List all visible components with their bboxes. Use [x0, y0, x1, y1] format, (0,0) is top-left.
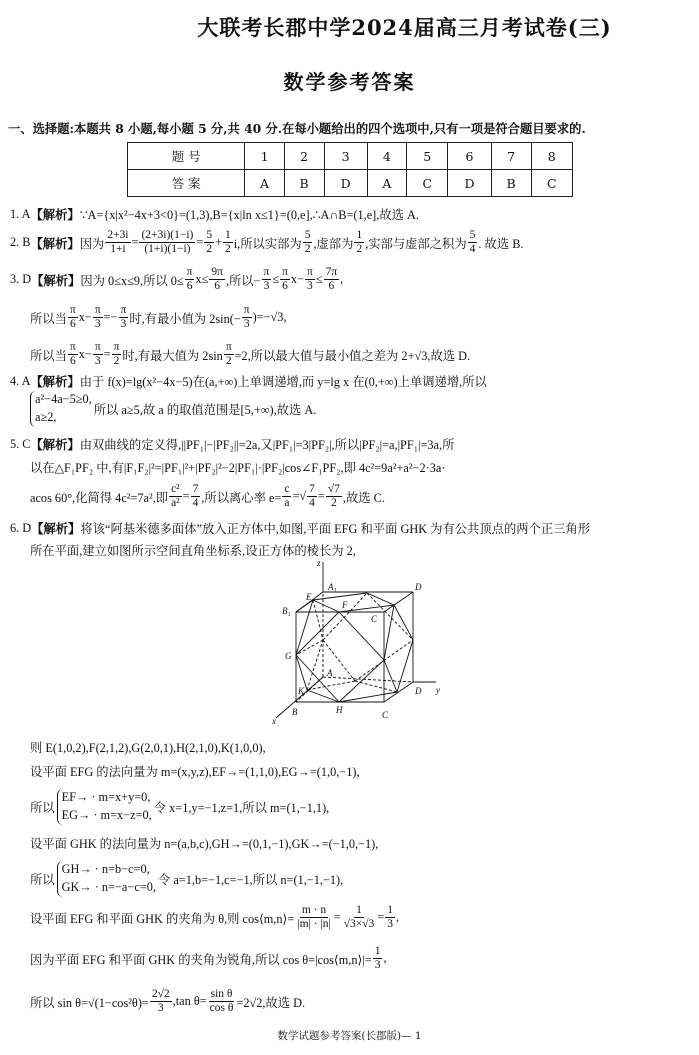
text-run: ,所以离心率 e= — [201, 490, 282, 505]
edge — [307, 690, 339, 702]
numerator: 1 — [373, 945, 383, 959]
system-row: GK→ · n=−a−c=0, — [61, 879, 156, 894]
system-row: GH→ · n=b−c=0, — [61, 862, 150, 876]
text-run: ,实部与虚部之积为 — [365, 236, 467, 251]
numerator: π — [93, 304, 103, 318]
text-run: x− — [78, 310, 92, 325]
equation-system — [57, 861, 156, 897]
denominator: (1+i)(1−i) — [144, 243, 191, 256]
analysis-tag: 【解析】 — [30, 375, 80, 389]
row-header: 答 案 — [128, 170, 245, 197]
numerator: 2+3i — [105, 229, 130, 243]
denominator: 3 — [243, 318, 250, 331]
text-run: = — [131, 235, 139, 250]
analysis-tag: 【解析】 — [30, 236, 80, 251]
answer-cell: D — [448, 170, 491, 197]
page-footer: 数学试题参考答案(长郡版)— 1 — [277, 1030, 422, 1042]
denominator: 3 — [263, 280, 270, 293]
text-run: )=−√3, — [252, 310, 287, 325]
equation-system — [57, 789, 152, 825]
figure-label: C — [371, 614, 378, 624]
edge — [394, 605, 413, 640]
figure-label: D — [415, 582, 422, 592]
text-run: ,故选 C. — [342, 490, 385, 505]
text-run: 4. A — [10, 373, 31, 388]
denominator: 3 — [120, 318, 127, 331]
fraction — [68, 304, 78, 331]
denominator: 4 — [469, 243, 476, 256]
text-run: x− — [78, 347, 92, 362]
text-run: = — [182, 489, 190, 504]
fraction — [385, 904, 395, 931]
denominator: 2 — [304, 243, 311, 256]
answer-cell: A — [367, 170, 406, 197]
fraction — [139, 229, 195, 256]
text-run: = — [333, 910, 341, 925]
numerator: c — [282, 483, 291, 497]
solution-line — [30, 945, 387, 972]
numerator: 1 — [354, 904, 364, 918]
solution-line — [10, 372, 487, 390]
figure-label: E — [306, 592, 312, 602]
fraction — [93, 304, 103, 331]
system-row: a²−4a−5≥0, — [35, 392, 92, 406]
denominator: √3×√3 — [343, 918, 375, 931]
denominator: 3 — [94, 355, 101, 368]
text-run: 5. C — [10, 436, 31, 451]
numerator: 5 — [468, 229, 478, 243]
figure-label: F — [342, 600, 348, 610]
numerator: 5 — [303, 229, 313, 243]
solution-line — [30, 738, 266, 756]
solution-line — [28, 391, 316, 427]
text-run: ≤ — [315, 272, 323, 287]
answer-cell: D — [324, 170, 367, 197]
denominator: cos θ — [209, 1002, 234, 1015]
question-number: 7 — [491, 143, 531, 170]
fraction — [354, 229, 364, 256]
text-run: = — [103, 347, 111, 362]
numerator: 5 — [204, 229, 214, 243]
fraction — [303, 229, 313, 256]
text-run: + — [215, 235, 222, 250]
numerator: π — [93, 341, 103, 355]
numerator: π — [224, 341, 234, 355]
numerator: 1 — [385, 904, 395, 918]
text-run: 因为 — [79, 236, 105, 251]
solution-line — [30, 988, 305, 1015]
fraction — [105, 229, 130, 256]
figure-label: C — [382, 710, 389, 720]
fraction — [262, 266, 272, 293]
text-run: =2,所以最大值与最小值之差为 2+√3,故选 D. — [234, 348, 471, 363]
figure-label: B — [292, 707, 298, 717]
text-run: 6. D — [10, 520, 32, 535]
fraction — [112, 341, 122, 368]
solution-line — [10, 266, 343, 293]
fraction — [209, 266, 225, 293]
figure-label: G — [285, 651, 292, 661]
edge — [276, 677, 323, 718]
numerator: 1 — [354, 229, 364, 243]
text-run: 设平面 EFG 和平面 GHK 的夹角为 θ,则 cos⟨m,n⟩= — [30, 911, 295, 926]
numerator: π — [242, 304, 252, 318]
fraction — [280, 266, 290, 293]
fraction — [468, 229, 478, 256]
text-run: ≤ — [272, 272, 280, 287]
answer-table — [127, 142, 573, 197]
answer-cell: A — [245, 170, 284, 197]
fraction — [68, 341, 78, 368]
figure-label: A — [327, 668, 333, 678]
denominator: 4 — [309, 497, 315, 510]
text-run: = — [196, 235, 204, 250]
denominator: 3 — [94, 318, 101, 331]
denominator: 6 — [328, 280, 335, 293]
text-run: 设平面 EFG 的法向量为 m=(x,y,z),EF→=(1,1,0),EG→=(1,0,−1), — [30, 765, 360, 779]
denominator: 2 — [225, 243, 231, 256]
solution-line — [30, 304, 287, 331]
numerator: 1 — [223, 229, 233, 243]
figure-label: y — [436, 685, 440, 695]
numerator: π — [68, 341, 78, 355]
solution-line — [10, 435, 454, 453]
numerator: π — [280, 266, 290, 280]
analysis-tag: 【解析】 — [31, 273, 81, 288]
numerator: π — [262, 266, 272, 280]
numerator: π — [112, 341, 122, 355]
question-number: 3 — [324, 143, 367, 170]
numerator: m · n — [300, 904, 328, 918]
denominator: 3 — [307, 280, 313, 293]
figure-label: z — [317, 558, 321, 568]
text-run: 则 E(1,0,2),F(2,1,2),G(2,0,1),H(2,1,0),K(1,0,0), — [30, 741, 266, 755]
equation-system — [30, 391, 92, 427]
denominator: a — [284, 497, 290, 510]
cube-figure — [268, 556, 448, 728]
system-row: EF→ · m=x+y=0, — [61, 790, 151, 804]
answer-cell: C — [531, 170, 572, 197]
fraction — [324, 266, 340, 293]
numerator: π — [119, 304, 129, 318]
text-run: ∵A={x|x²−4x+3<0}=(1,3),B={x|ln x≤1}=(0,e],∴A∩B=(1,e],故选 A. — [79, 208, 419, 222]
figure-label: H — [336, 705, 343, 715]
row-header: 题 号 — [128, 143, 245, 170]
text-run: 由于 f(x)=lg(x²−4x−5)在(a,+∞)上单调递增,而 y=lg x 在(0,+∞)上单调递增,所以 — [79, 375, 487, 389]
figure-label: K — [298, 686, 305, 696]
text-run: 所以 — [30, 872, 55, 887]
text-run: = — [377, 910, 385, 925]
fraction — [326, 483, 342, 510]
text-run: acos 60°,化简得 4c²=7a²,即 — [30, 490, 169, 505]
denominator: 2 — [206, 243, 213, 256]
denominator: 2 — [225, 355, 232, 368]
text-run: 设平面 GHK 的法向量为 n=(a,b,c),GH→=(0,1,−1),GK→=(−1,0,−1), — [30, 837, 379, 851]
analysis-tag: 【解析】 — [30, 438, 80, 452]
text-run: , — [383, 951, 387, 966]
denominator: 6 — [69, 318, 76, 331]
denominator: 3 — [157, 1002, 164, 1015]
table-row — [128, 143, 573, 170]
denominator: |m| · |n| — [297, 918, 331, 931]
text-run: 时,有最小值为 2sin(− — [129, 311, 241, 326]
answer-cell: C — [407, 170, 448, 197]
numerator: π — [68, 304, 78, 318]
numerator: sin θ — [209, 988, 235, 1002]
edge — [367, 593, 394, 605]
text-run: 1. A — [10, 206, 31, 221]
fraction — [242, 304, 252, 331]
text-run: ,虚部为 — [313, 236, 354, 251]
numerator: 7 — [191, 483, 201, 497]
document-title: 大联考长郡中学2024届高三月考试卷(三) — [197, 15, 612, 40]
fraction — [307, 483, 317, 510]
fraction — [185, 266, 195, 293]
fraction — [342, 904, 377, 931]
text-run: =− — [103, 310, 118, 325]
numerator: π — [305, 266, 315, 280]
text-run: 所以 — [30, 800, 55, 815]
text-run: 所以 sin θ=√(1−cos²θ)= — [30, 995, 149, 1010]
fraction — [93, 341, 103, 368]
text-run: ,tan θ= — [172, 994, 207, 1009]
text-run: x≤ — [195, 272, 209, 287]
text-run: 因为 0≤x≤9,所以 0≤ — [80, 273, 184, 288]
edge — [339, 612, 384, 660]
analysis-tag: 【解析】 — [30, 208, 80, 222]
text-run: 因为平面 EFG 和平面 GHK 的夹角为锐角,所以 cos θ=|cos⟨m,n⟩|= — [30, 952, 372, 967]
denominator: 6 — [282, 280, 288, 293]
numerator: c² — [169, 483, 182, 497]
question-number: 4 — [367, 143, 406, 170]
denominator: 6 — [69, 355, 76, 368]
text-run: i,所以实部为 — [233, 236, 302, 251]
denominator: 1+i — [110, 243, 126, 256]
fraction — [295, 904, 332, 931]
fraction — [223, 229, 233, 256]
solution-line — [30, 483, 385, 510]
system-row: a≥2, — [35, 409, 57, 424]
fraction — [224, 341, 234, 368]
text-run: 将该“阿基米德多面体”放入正方体中,如图,平面 EFG 和平面 GHK 为有公共顶点的两个正三角形 — [80, 522, 591, 536]
analysis-tag: 【解析】 — [31, 522, 81, 536]
table-row — [128, 170, 573, 197]
edge — [313, 593, 367, 600]
denominator: 2 — [356, 243, 363, 256]
fraction — [150, 988, 172, 1015]
text-run: 2. B — [10, 235, 31, 250]
fraction — [191, 483, 201, 510]
numerator: √7 — [326, 483, 342, 497]
solution-line — [30, 861, 343, 897]
hidden-edge — [313, 600, 323, 640]
fraction — [208, 988, 236, 1015]
text-run: , — [395, 910, 400, 925]
solution-line — [30, 904, 399, 931]
text-run: 3. D — [10, 272, 32, 287]
text-run: 由双曲线的定义得,||PF₁|−|PF₂||=2a,又|PF₁|=3|PF₂|,所以|PF₂|=a,|PF₁|=3a,所 — [79, 438, 455, 452]
edge — [384, 605, 394, 660]
text-run: 时,有最大值为 2sin — [122, 348, 223, 363]
text-run: =√ — [292, 489, 307, 504]
figure-label: B₁ — [282, 606, 291, 616]
text-run: =2√2,故选 D. — [236, 995, 306, 1010]
numerator: 2√2 — [150, 988, 172, 1002]
hidden-edge — [323, 677, 413, 682]
fraction — [305, 266, 315, 293]
fraction — [119, 304, 129, 331]
question-number: 1 — [245, 143, 284, 170]
denominator: a² — [171, 497, 180, 510]
section-heading: 一、选择题:本题共 8 小题,每小题 5 分,共 40 分.在每小题给出的四个选项中,只有一项是符合题目要求的. — [8, 121, 586, 136]
text-run: , — [340, 272, 344, 287]
text-run: 所以当 — [30, 311, 67, 326]
text-run: 以在△F₁PF₂ 中,有|F₁F₂|²=|PF₁|²+|PF₂|²−2|PF₁|·|PF₂|cos∠F₁PF₂,即 4c²=9a²+a²−2·3a· — [30, 461, 446, 475]
answer-cell: B — [491, 170, 531, 197]
denominator: 3 — [387, 918, 393, 931]
edge — [313, 600, 339, 612]
question-number: 2 — [284, 143, 324, 170]
text-run: 令 a=1,b=−1,c=−1,所以 n=(1,−1,−1), — [157, 872, 344, 887]
figure-label: A₁ — [328, 582, 337, 592]
denominator: 6 — [214, 280, 221, 293]
text-run: ,所以− — [225, 273, 261, 288]
solution-line — [30, 341, 470, 368]
answer-cell: B — [284, 170, 324, 197]
document-subtitle: 数学参考答案 — [283, 70, 416, 94]
fraction — [373, 945, 383, 972]
denominator: 6 — [186, 280, 193, 293]
numerator: π — [185, 266, 195, 280]
solution-line — [10, 229, 524, 256]
figure-label: x — [272, 716, 276, 726]
question-number: 6 — [448, 143, 491, 170]
text-run: = — [317, 489, 325, 504]
denominator: 4 — [192, 497, 199, 510]
solution-line — [10, 205, 419, 223]
text-run: 令 x=1,y=−1,z=1,所以 m=(1,−1,1), — [153, 800, 330, 815]
fraction — [204, 229, 214, 256]
text-run: . 故选 B. — [478, 236, 524, 251]
solution-line — [30, 834, 378, 852]
solution-line — [30, 789, 329, 825]
edge — [384, 682, 413, 702]
solution-line — [30, 458, 445, 476]
text-run: 所在平面,建立如图所示空间直角坐标系,设正方体的棱长为 2, — [30, 544, 356, 558]
denominator: 2 — [331, 497, 337, 510]
numerator: 7 — [307, 483, 317, 497]
numerator: 9π — [209, 266, 225, 280]
solution-line — [10, 519, 590, 537]
fraction — [169, 483, 182, 510]
text-run: x− — [290, 272, 305, 287]
denominator: 2 — [113, 355, 120, 368]
text-run: 所以当 — [30, 348, 67, 363]
edge — [384, 660, 397, 692]
numerator: (2+3i)(1−i) — [139, 229, 195, 243]
numerator: 7π — [324, 266, 340, 280]
edge — [296, 655, 307, 690]
figure-label: D — [415, 686, 422, 696]
system-row: EG→ · m=x−z=0, — [61, 807, 152, 822]
solution-line — [30, 762, 360, 780]
question-number: 8 — [531, 143, 572, 170]
text-run: 所以 a≥5,故 a 的取值范围是[5,+∞),故选 A. — [93, 402, 317, 417]
hidden-edge — [355, 681, 397, 692]
fraction — [282, 483, 291, 510]
denominator: 3 — [374, 959, 381, 972]
question-number: 5 — [407, 143, 448, 170]
